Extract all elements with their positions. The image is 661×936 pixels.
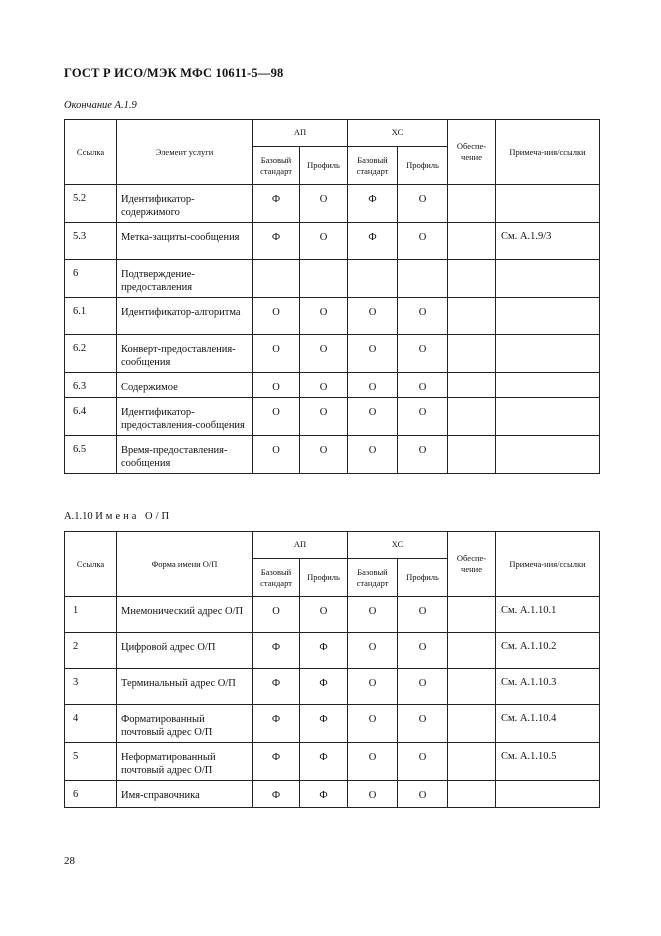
cell-ap-profile: Ф	[300, 743, 348, 781]
cell-element: Конверт-предоставления-сообщения	[117, 335, 253, 373]
cell-xc-base: Ф	[348, 185, 398, 223]
cell-notes: См. А.1.10.3	[496, 669, 600, 705]
table2-caption-number: А.1.10	[64, 511, 93, 522]
column-header-xc-base: Базовый стандарт	[348, 559, 398, 597]
cell-notes: См. А.1.10.2	[496, 633, 600, 669]
column-header-ap-base: Базовый стандарт	[253, 559, 300, 597]
table1-caption: Окончание А.1.9	[64, 100, 137, 111]
cell-xc-base: О	[348, 335, 398, 373]
cell-support	[448, 373, 496, 398]
cell-element: Содержимое	[117, 373, 253, 398]
cell-ref: 6.2	[65, 335, 117, 373]
cell-notes	[496, 335, 600, 373]
cell-support	[448, 223, 496, 260]
cell-ref: 5.2	[65, 185, 117, 223]
cell-xc-base: О	[348, 436, 398, 474]
column-header-support: Обеспе-чение	[448, 120, 496, 185]
cell-xc-profile: О	[398, 669, 448, 705]
cell-notes: См. А.1.10.1	[496, 597, 600, 633]
cell-ref: 6.3	[65, 373, 117, 398]
cell-xc-profile	[398, 260, 448, 298]
cell-xc-profile: О	[398, 223, 448, 260]
cell-xc-profile: О	[398, 398, 448, 436]
cell-element: Мнемонический адрес О/П	[117, 597, 253, 633]
cell-xc-base	[348, 260, 398, 298]
column-header-support: Обеспе-чение	[448, 532, 496, 597]
cell-notes	[496, 436, 600, 474]
column-header-notes: Примеча-ния/ссылки	[496, 120, 600, 185]
cell-ap-profile: О	[300, 373, 348, 398]
column-group-xc: ХС	[348, 532, 448, 559]
cell-notes	[496, 373, 600, 398]
table-row	[65, 373, 600, 398]
cell-ap-profile: О	[300, 223, 348, 260]
cell-ap-profile: О	[300, 436, 348, 474]
cell-xc-base: О	[348, 743, 398, 781]
cell-ap-profile: О	[300, 398, 348, 436]
cell-xc-base: О	[348, 298, 398, 335]
table-row	[65, 705, 600, 743]
cell-ap-base: Ф	[253, 185, 300, 223]
cell-notes	[496, 260, 600, 298]
table-row	[65, 260, 600, 298]
cell-ap-profile: О	[300, 185, 348, 223]
cell-element: Идентификатор-предоставления-сообщения	[117, 398, 253, 436]
cell-xc-profile: О	[398, 436, 448, 474]
column-header-ref: Ссылка	[65, 532, 117, 597]
cell-xc-base: О	[348, 669, 398, 705]
column-header-ref: Ссылка	[65, 120, 117, 185]
cell-xc-profile: О	[398, 298, 448, 335]
cell-ref: 1	[65, 597, 117, 633]
cell-element: Идентификатор-содержимого	[117, 185, 253, 223]
table-row	[65, 633, 600, 669]
column-header-ap-profile: Профиль	[300, 147, 348, 185]
table-row	[65, 398, 600, 436]
cell-element: Идентификатор-алгоритма	[117, 298, 253, 335]
cell-support	[448, 436, 496, 474]
cell-ref: 4	[65, 705, 117, 743]
cell-element: Подтверждение-предоставления	[117, 260, 253, 298]
table-row	[65, 185, 600, 223]
cell-element: Форматированный почтовый адрес О/П	[117, 705, 253, 743]
cell-support	[448, 298, 496, 335]
cell-element: Время-предоставления-сообщения	[117, 436, 253, 474]
cell-support	[448, 743, 496, 781]
table-row	[65, 335, 600, 373]
column-group-xc: ХС	[348, 120, 448, 147]
cell-support	[448, 260, 496, 298]
cell-support	[448, 597, 496, 633]
table2-caption-title: Имена О/П	[95, 511, 173, 522]
table-row	[65, 436, 600, 474]
cell-xc-profile: О	[398, 373, 448, 398]
cell-ap-base: Ф	[253, 743, 300, 781]
or-names-table	[64, 531, 600, 808]
cell-support	[448, 185, 496, 223]
cell-support	[448, 633, 496, 669]
cell-ap-profile	[300, 260, 348, 298]
cell-ap-base: Ф	[253, 781, 300, 808]
cell-notes	[496, 781, 600, 808]
cell-ap-profile: Ф	[300, 705, 348, 743]
cell-ref: 6	[65, 781, 117, 808]
column-header-element: Форма имени О/П	[117, 532, 253, 597]
cell-notes	[496, 298, 600, 335]
cell-support	[448, 398, 496, 436]
table-row	[65, 669, 600, 705]
column-group-ap: АП	[253, 120, 348, 147]
cell-xc-base: О	[348, 597, 398, 633]
table-row	[65, 223, 600, 260]
cell-xc-profile: О	[398, 705, 448, 743]
cell-xc-base: О	[348, 633, 398, 669]
cell-ap-base: О	[253, 373, 300, 398]
cell-xc-profile: О	[398, 633, 448, 669]
cell-element: Цифровой адрес О/П	[117, 633, 253, 669]
cell-ref: 5.3	[65, 223, 117, 260]
cell-xc-base: О	[348, 705, 398, 743]
cell-notes: См. А.1.9/3	[496, 223, 600, 260]
cell-ap-base: Ф	[253, 669, 300, 705]
cell-ref: 5	[65, 743, 117, 781]
cell-xc-base: О	[348, 398, 398, 436]
cell-xc-profile: О	[398, 335, 448, 373]
cell-element: Терминальный адрес О/П	[117, 669, 253, 705]
column-header-element: Элемент услуги	[117, 120, 253, 185]
cell-ap-profile: О	[300, 298, 348, 335]
table-row	[65, 597, 600, 633]
cell-support	[448, 669, 496, 705]
cell-xc-base: О	[348, 781, 398, 808]
cell-notes: См. А.1.10.4	[496, 705, 600, 743]
column-header-xc-profile: Профиль	[398, 559, 448, 597]
column-header-xc-base: Базовый стандарт	[348, 147, 398, 185]
cell-xc-profile: О	[398, 185, 448, 223]
cell-ap-profile: О	[300, 597, 348, 633]
cell-ap-base: О	[253, 335, 300, 373]
cell-notes	[496, 185, 600, 223]
cell-support	[448, 705, 496, 743]
table2-caption	[64, 511, 172, 522]
cell-xc-profile: О	[398, 781, 448, 808]
cell-ap-profile: Ф	[300, 781, 348, 808]
cell-ap-base: О	[253, 398, 300, 436]
cell-xc-base: О	[348, 373, 398, 398]
cell-notes: См. А.1.10.5	[496, 743, 600, 781]
column-group-ap: АП	[253, 532, 348, 559]
cell-ref: 2	[65, 633, 117, 669]
cell-ref: 6.4	[65, 398, 117, 436]
column-header-notes: Примеча-ния/ссылки	[496, 532, 600, 597]
table-row	[65, 743, 600, 781]
cell-element: Метка-защиты-сообщения	[117, 223, 253, 260]
cell-ap-base	[253, 260, 300, 298]
column-header-xc-profile: Профиль	[398, 147, 448, 185]
column-header-ap-base: Базовый стандарт	[253, 147, 300, 185]
cell-xc-profile: О	[398, 597, 448, 633]
cell-ap-base: Ф	[253, 223, 300, 260]
cell-ap-profile: О	[300, 335, 348, 373]
cell-support	[448, 781, 496, 808]
cell-ref: 6.5	[65, 436, 117, 474]
cell-support	[448, 335, 496, 373]
cell-xc-base: Ф	[348, 223, 398, 260]
cell-ap-profile: Ф	[300, 633, 348, 669]
cell-ap-base: Ф	[253, 705, 300, 743]
cell-ap-base: О	[253, 298, 300, 335]
cell-ap-base: О	[253, 436, 300, 474]
cell-xc-profile: О	[398, 743, 448, 781]
page-number: 28	[64, 855, 75, 867]
cell-element: Неформатированный почтовый адрес О/П	[117, 743, 253, 781]
cell-ref: 3	[65, 669, 117, 705]
cell-ref: 6.1	[65, 298, 117, 335]
cell-ref: 6	[65, 260, 117, 298]
cell-element: Имя-справочника	[117, 781, 253, 808]
table-row	[65, 298, 600, 335]
table-row	[65, 781, 600, 808]
service-elements-table	[64, 119, 600, 474]
cell-ap-profile: Ф	[300, 669, 348, 705]
cell-ap-base: Ф	[253, 633, 300, 669]
document-header: ГОСТ Р ИСО/МЭК МФС 10611-5—98	[64, 66, 284, 80]
cell-ap-base: О	[253, 597, 300, 633]
column-header-ap-profile: Профиль	[300, 559, 348, 597]
cell-notes	[496, 398, 600, 436]
